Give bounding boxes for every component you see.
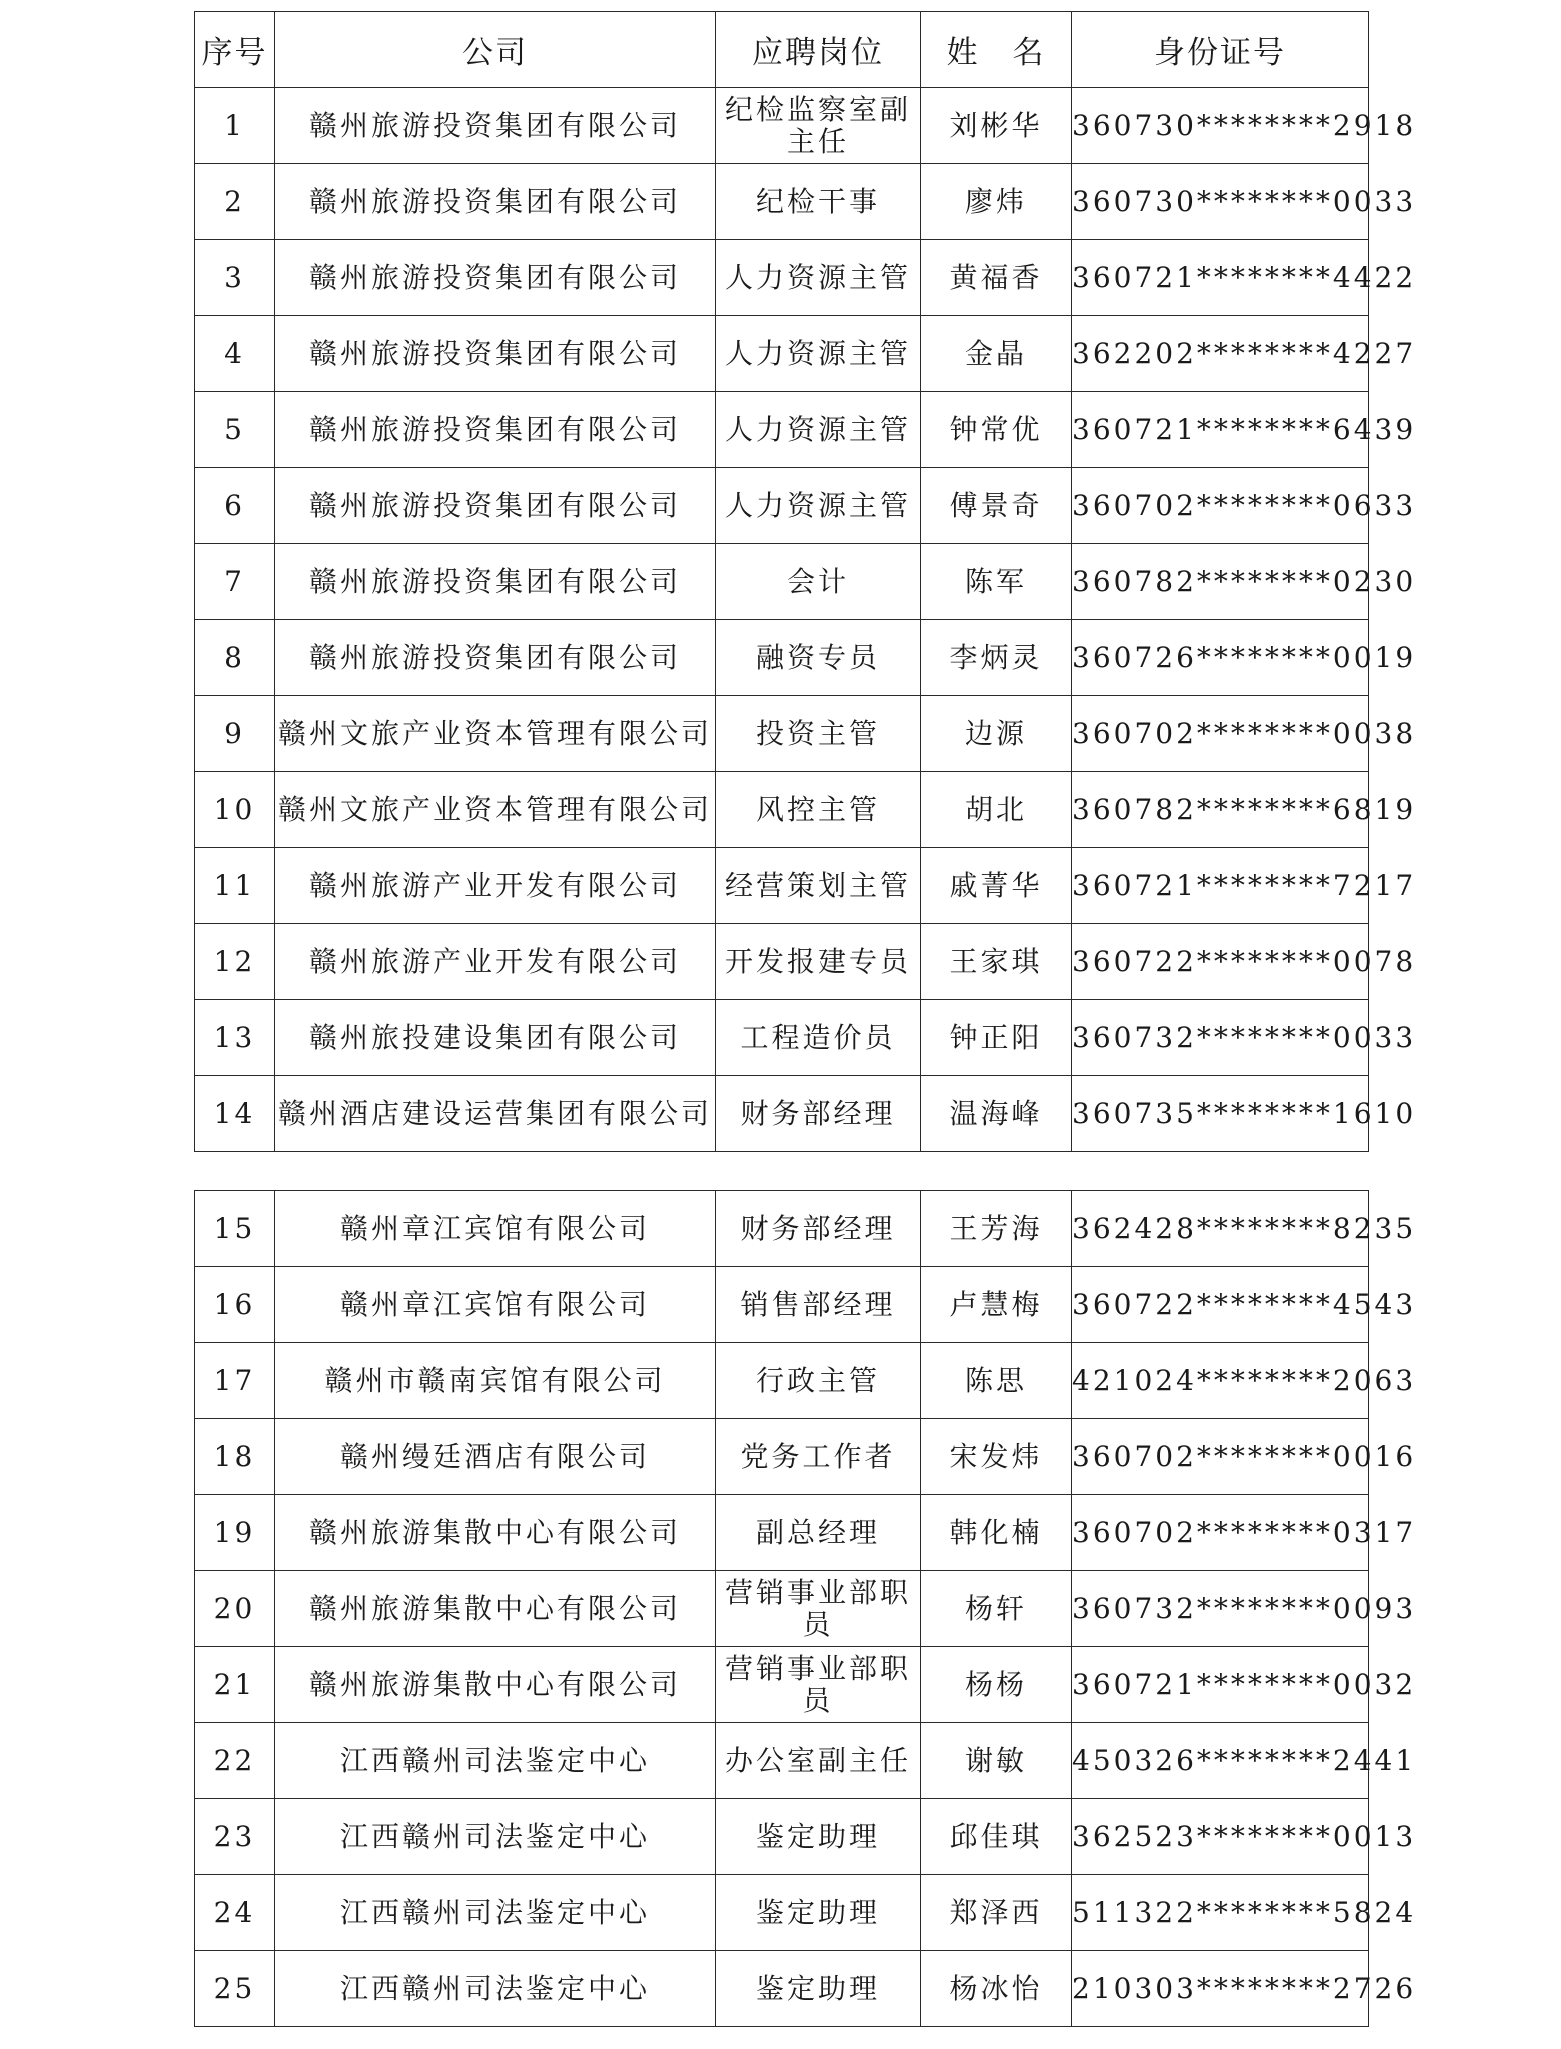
table-row	[195, 1951, 1369, 2027]
cell-no: 21	[195, 1647, 275, 1723]
cell-name: 廖炜	[921, 164, 1072, 240]
table-row	[195, 1191, 1369, 1267]
cell-position: 财务部经理	[716, 1076, 921, 1152]
cell-position: 会计	[716, 544, 921, 620]
cell-id: 360735********1610	[1072, 1076, 1369, 1152]
cell-name: 宋发炜	[921, 1419, 1072, 1495]
table-row	[195, 696, 1369, 772]
cell-id: 360721********6439	[1072, 392, 1369, 468]
cell-company: 赣州缦廷酒店有限公司	[275, 1419, 716, 1495]
cell-no: 20	[195, 1571, 275, 1647]
cell-company: 赣州旅游投资集团有限公司	[275, 392, 716, 468]
cell-company: 赣州旅游产业开发有限公司	[275, 924, 716, 1000]
cell-position: 行政主管	[716, 1343, 921, 1419]
cell-company: 赣州旅游投资集团有限公司	[275, 316, 716, 392]
cell-position: 纪检监察室副主任	[716, 88, 921, 164]
cell-no: 4	[195, 316, 275, 392]
cell-no: 17	[195, 1343, 275, 1419]
cell-company: 江西赣州司法鉴定中心	[275, 1951, 716, 2027]
cell-position: 鉴定助理	[716, 1875, 921, 1951]
cell-position: 鉴定助理	[716, 1799, 921, 1875]
cell-name: 胡北	[921, 772, 1072, 848]
table-row	[195, 1267, 1369, 1343]
cell-position: 融资专员	[716, 620, 921, 696]
cell-id: 360702********0633	[1072, 468, 1369, 544]
cell-position: 风控主管	[716, 772, 921, 848]
cell-id: 360732********0093	[1072, 1571, 1369, 1647]
cell-company: 赣州旅游投资集团有限公司	[275, 544, 716, 620]
cell-position: 党务工作者	[716, 1419, 921, 1495]
cell-position: 营销事业部职员	[716, 1571, 921, 1647]
header-id: 身份证号	[1072, 12, 1369, 88]
cell-position: 工程造价员	[716, 1000, 921, 1076]
cell-name: 杨冰怡	[921, 1951, 1072, 2027]
cell-position: 经营策划主管	[716, 848, 921, 924]
cell-id: 360782********6819	[1072, 772, 1369, 848]
cell-name: 边源	[921, 696, 1072, 772]
header-no: 序号	[195, 12, 275, 88]
cell-position: 财务部经理	[716, 1191, 921, 1267]
table-row	[195, 392, 1369, 468]
cell-id: 210303********2726	[1072, 1951, 1369, 2027]
cell-no: 11	[195, 848, 275, 924]
table-row	[195, 240, 1369, 316]
cell-id: 360702********0016	[1072, 1419, 1369, 1495]
table-row	[195, 1343, 1369, 1419]
cell-name: 陈军	[921, 544, 1072, 620]
cell-name: 金晶	[921, 316, 1072, 392]
table-row	[195, 924, 1369, 1000]
cell-company: 赣州章江宾馆有限公司	[275, 1191, 716, 1267]
table-row	[195, 1419, 1369, 1495]
table-row	[195, 468, 1369, 544]
cell-no: 23	[195, 1799, 275, 1875]
cell-company: 赣州旅游投资集团有限公司	[275, 468, 716, 544]
cell-id: 360726********0019	[1072, 620, 1369, 696]
cell-company: 赣州章江宾馆有限公司	[275, 1267, 716, 1343]
cell-no: 8	[195, 620, 275, 696]
table-row	[195, 1647, 1369, 1723]
table-row	[195, 620, 1369, 696]
header-name: 姓 名	[921, 12, 1072, 88]
cell-id: 360722********0078	[1072, 924, 1369, 1000]
table-row	[195, 88, 1369, 164]
cell-id: 360730********0033	[1072, 164, 1369, 240]
table-row	[195, 1799, 1369, 1875]
cell-id: 360702********0038	[1072, 696, 1369, 772]
cell-name: 傅景奇	[921, 468, 1072, 544]
cell-position: 人力资源主管	[716, 392, 921, 468]
cell-no: 1	[195, 88, 275, 164]
cell-name: 杨轩	[921, 1571, 1072, 1647]
cell-no: 22	[195, 1723, 275, 1799]
cell-name: 谢敏	[921, 1723, 1072, 1799]
cell-position: 副总经理	[716, 1495, 921, 1571]
cell-company: 赣州市赣南宾馆有限公司	[275, 1343, 716, 1419]
cell-name: 陈思	[921, 1343, 1072, 1419]
cell-id: 360782********0230	[1072, 544, 1369, 620]
cell-id: 360730********2918	[1072, 88, 1369, 164]
cell-name: 郑泽西	[921, 1875, 1072, 1951]
cell-name: 戚菁华	[921, 848, 1072, 924]
table-row	[195, 1723, 1369, 1799]
cell-name: 李炳灵	[921, 620, 1072, 696]
cell-no: 7	[195, 544, 275, 620]
cell-no: 3	[195, 240, 275, 316]
cell-company: 赣州旅游投资集团有限公司	[275, 240, 716, 316]
cell-company: 赣州文旅产业资本管理有限公司	[275, 772, 716, 848]
cell-company: 江西赣州司法鉴定中心	[275, 1723, 716, 1799]
cell-id: 362202********4227	[1072, 316, 1369, 392]
cell-name: 王家琪	[921, 924, 1072, 1000]
cell-name: 王芳海	[921, 1191, 1072, 1267]
cell-position: 人力资源主管	[716, 240, 921, 316]
cell-company: 赣州旅游集散中心有限公司	[275, 1571, 716, 1647]
cell-company: 赣州旅投建设集团有限公司	[275, 1000, 716, 1076]
cell-position: 投资主管	[716, 696, 921, 772]
header-row	[195, 12, 1369, 88]
header-position: 应聘岗位	[716, 12, 921, 88]
cell-no: 9	[195, 696, 275, 772]
cell-name: 钟常优	[921, 392, 1072, 468]
table-row	[195, 1875, 1369, 1951]
cell-position: 人力资源主管	[716, 316, 921, 392]
cell-name: 卢慧梅	[921, 1267, 1072, 1343]
cell-no: 13	[195, 1000, 275, 1076]
cell-id: 362523********0013	[1072, 1799, 1369, 1875]
cell-id: 360721********0032	[1072, 1647, 1369, 1723]
cell-no: 25	[195, 1951, 275, 2027]
cell-name: 钟正阳	[921, 1000, 1072, 1076]
cell-name: 温海峰	[921, 1076, 1072, 1152]
table-row	[195, 848, 1369, 924]
cell-no: 2	[195, 164, 275, 240]
cell-id: 511322********5824	[1072, 1875, 1369, 1951]
cell-id: 360702********0317	[1072, 1495, 1369, 1571]
cell-no: 6	[195, 468, 275, 544]
table-row	[195, 1000, 1369, 1076]
cell-position: 鉴定助理	[716, 1951, 921, 2027]
cell-id: 360732********0033	[1072, 1000, 1369, 1076]
cell-no: 24	[195, 1875, 275, 1951]
cell-id: 360721********4422	[1072, 240, 1369, 316]
cell-company: 赣州旅游投资集团有限公司	[275, 620, 716, 696]
cell-no: 14	[195, 1076, 275, 1152]
cell-no: 5	[195, 392, 275, 468]
cell-no: 15	[195, 1191, 275, 1267]
roster-table-part-2	[194, 1190, 1417, 2027]
cell-id: 360722********4543	[1072, 1267, 1369, 1343]
header-company: 公司	[275, 12, 716, 88]
cell-name: 刘彬华	[921, 88, 1072, 164]
cell-id: 421024********2063	[1072, 1343, 1369, 1419]
cell-company: 赣州酒店建设运营集团有限公司	[275, 1076, 716, 1152]
table-row	[195, 772, 1369, 848]
cell-company: 赣州旅游投资集团有限公司	[275, 88, 716, 164]
cell-no: 18	[195, 1419, 275, 1495]
roster-table-part-1	[194, 11, 1417, 1152]
cell-company: 赣州文旅产业资本管理有限公司	[275, 696, 716, 772]
cell-no: 12	[195, 924, 275, 1000]
cell-company: 赣州旅游投资集团有限公司	[275, 164, 716, 240]
cell-name: 杨杨	[921, 1647, 1072, 1723]
cell-company: 赣州旅游集散中心有限公司	[275, 1647, 716, 1723]
cell-name: 邱佳琪	[921, 1799, 1072, 1875]
cell-id: 362428********8235	[1072, 1191, 1369, 1267]
cell-position: 开发报建专员	[716, 924, 921, 1000]
cell-position: 人力资源主管	[716, 468, 921, 544]
table-row	[195, 316, 1369, 392]
cell-company: 江西赣州司法鉴定中心	[275, 1875, 716, 1951]
cell-company: 赣州旅游产业开发有限公司	[275, 848, 716, 924]
cell-position: 销售部经理	[716, 1267, 921, 1343]
cell-no: 16	[195, 1267, 275, 1343]
cell-name: 黄福香	[921, 240, 1072, 316]
table-row	[195, 1571, 1369, 1647]
table-row	[195, 1076, 1369, 1152]
cell-position: 办公室副主任	[716, 1723, 921, 1799]
cell-company: 江西赣州司法鉴定中心	[275, 1799, 716, 1875]
cell-no: 10	[195, 772, 275, 848]
cell-position: 纪检干事	[716, 164, 921, 240]
cell-company: 赣州旅游集散中心有限公司	[275, 1495, 716, 1571]
table-row	[195, 1495, 1369, 1571]
cell-position: 营销事业部职员	[716, 1647, 921, 1723]
cell-name: 韩化楠	[921, 1495, 1072, 1571]
table-row	[195, 164, 1369, 240]
table-row	[195, 544, 1369, 620]
cell-id: 360721********7217	[1072, 848, 1369, 924]
cell-id: 450326********2441	[1072, 1723, 1369, 1799]
cell-no: 19	[195, 1495, 275, 1571]
